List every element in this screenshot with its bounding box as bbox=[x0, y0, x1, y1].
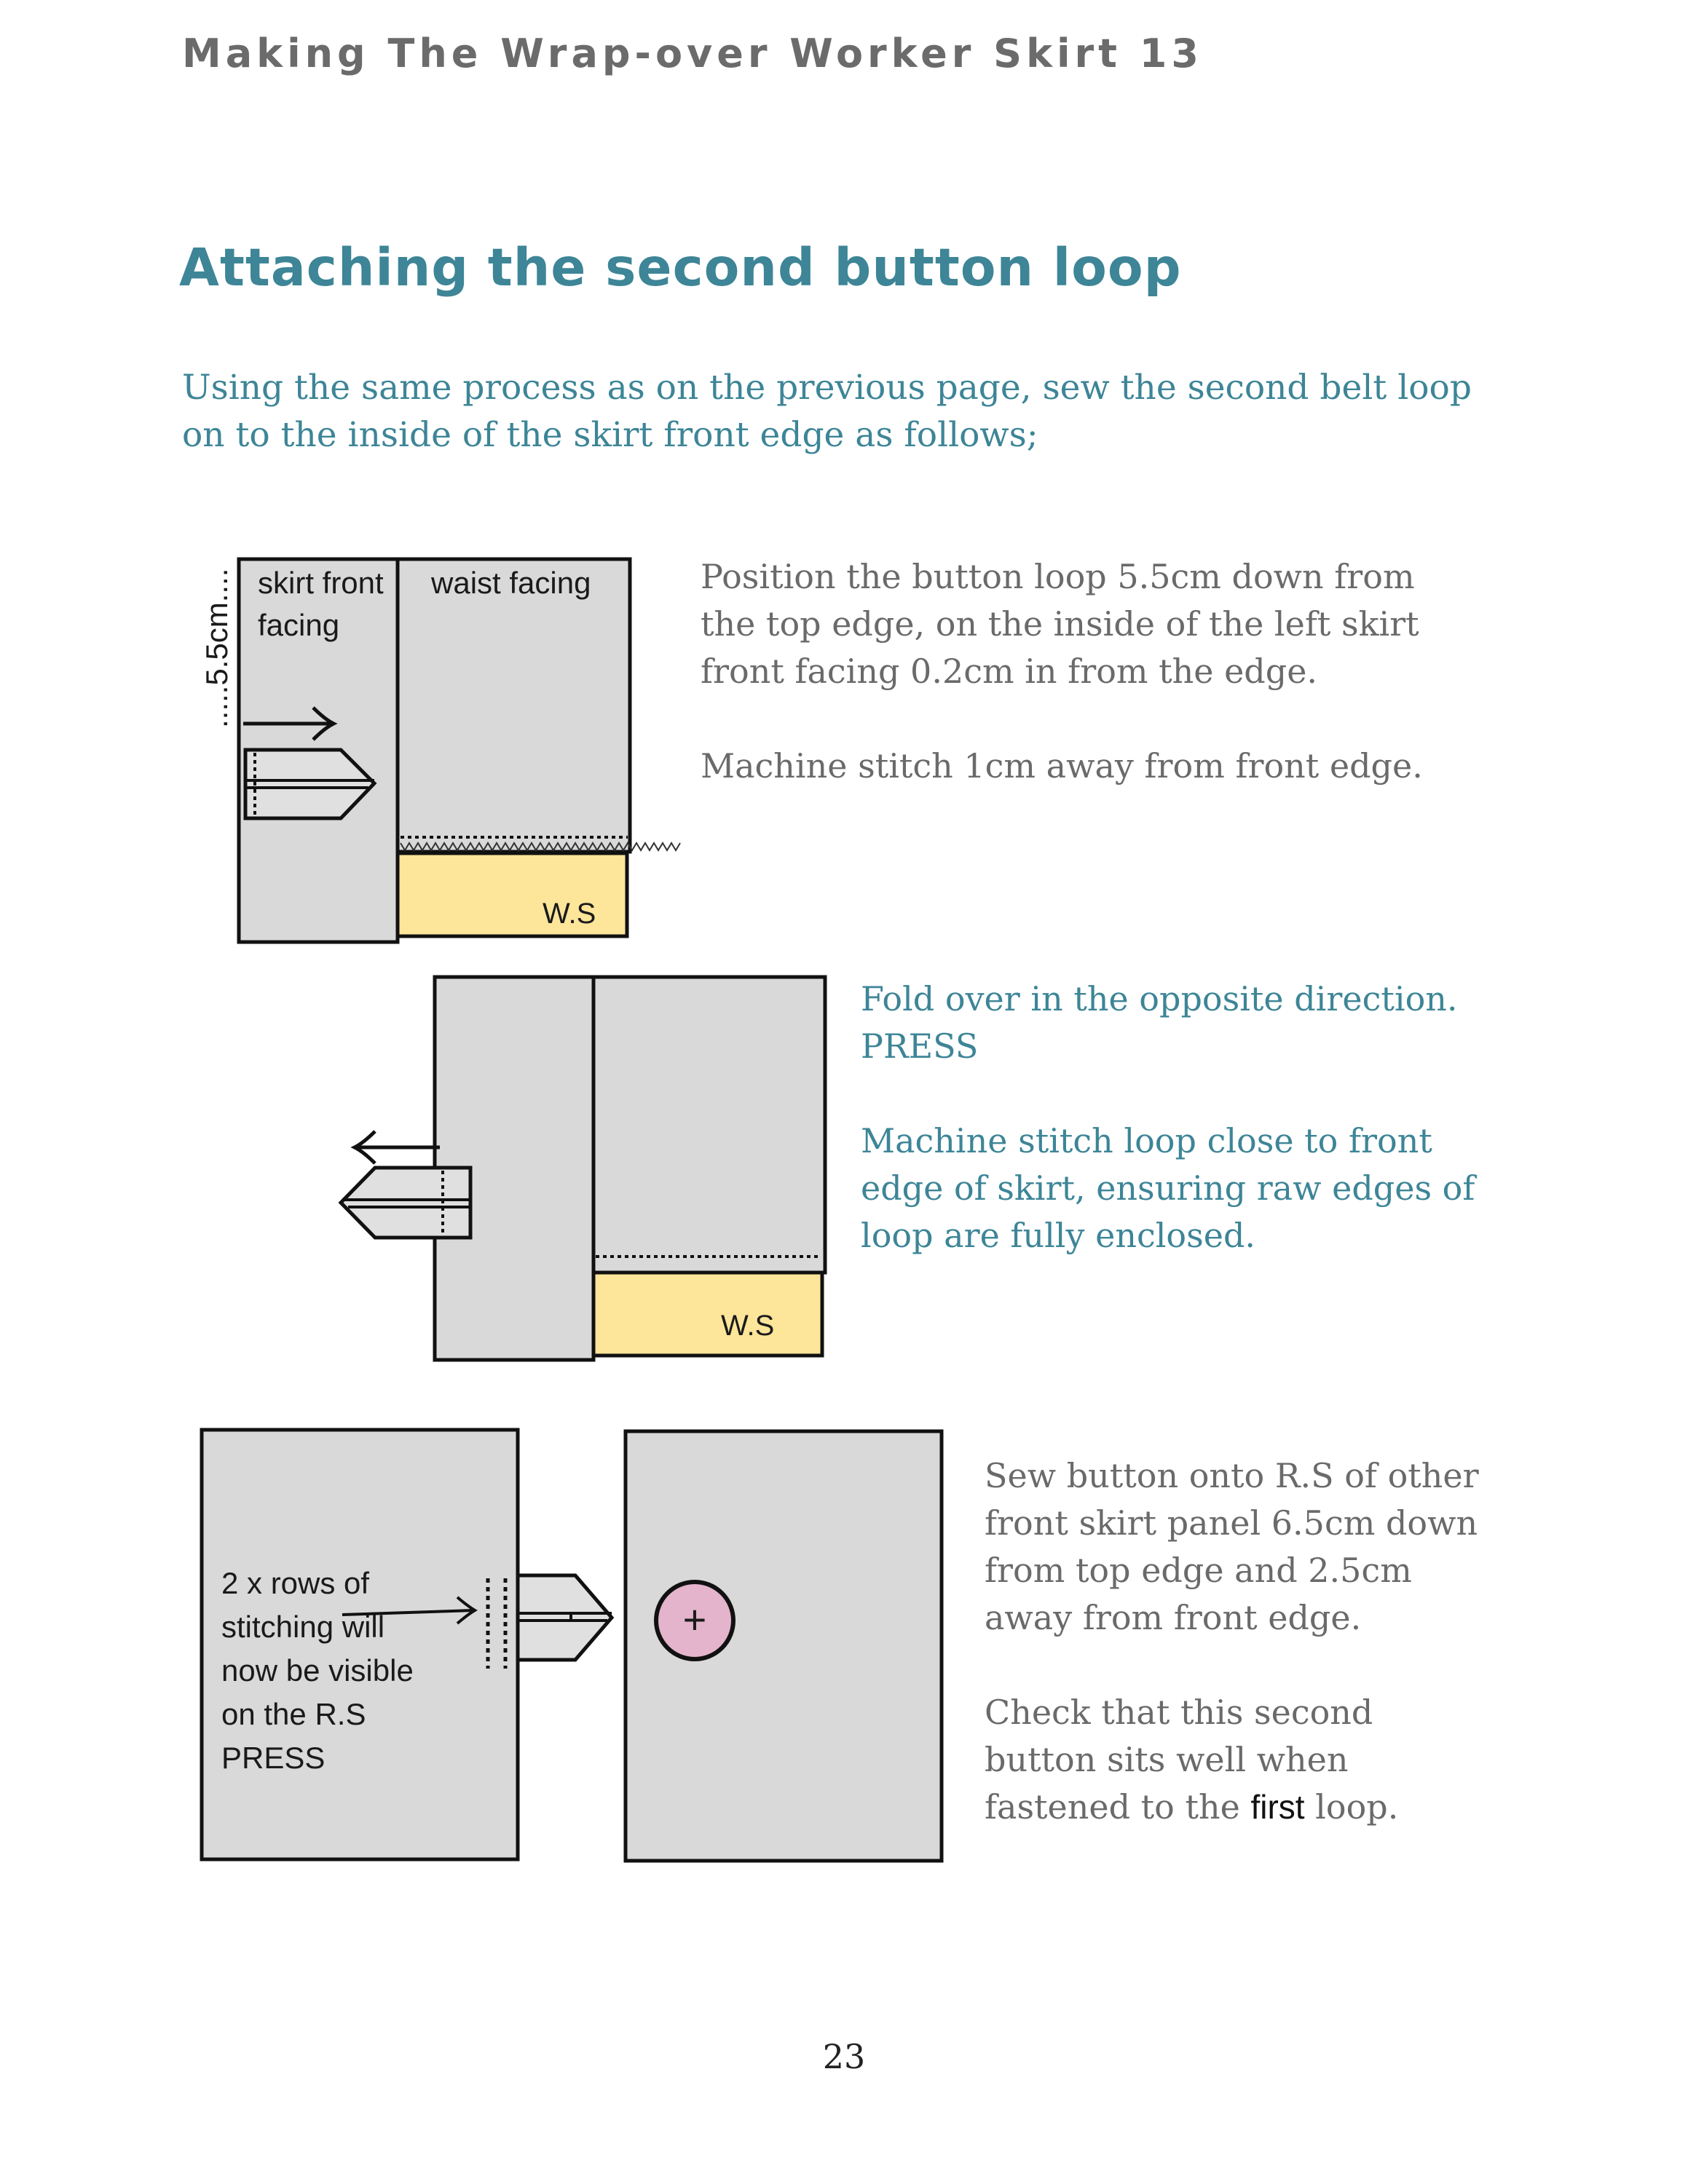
step2-line: PRESS bbox=[861, 1026, 979, 1066]
step3-line: Sew button onto R.S of other bbox=[985, 1456, 1479, 1495]
facing-label-line1: skirt front bbox=[258, 566, 384, 600]
step2-line: edge of skirt, ensuring raw edges of bbox=[861, 1168, 1475, 1208]
step3-line: from top edge and 2.5cm bbox=[985, 1551, 1412, 1590]
last-line-post: loop. bbox=[1304, 1787, 1399, 1827]
intro-line: on to the inside of the skirt front edge as follows; bbox=[182, 415, 1038, 455]
stitch-note-line: on the R.S bbox=[221, 1697, 366, 1731]
section-title: Attaching the second button loop bbox=[179, 237, 1182, 298]
step1-line: Machine stitch 1cm away from front edge. bbox=[701, 746, 1423, 786]
step2-line: loop are fully enclosed. bbox=[861, 1216, 1256, 1255]
emphasis-first: first bbox=[1250, 1788, 1305, 1826]
intro-line: Using the same process as on the previous page, sew the second belt loop bbox=[182, 368, 1472, 408]
facing-label-line2: facing bbox=[258, 608, 340, 642]
step3-line: front skirt panel 6.5cm down bbox=[985, 1503, 1478, 1543]
step2-line: Machine stitch loop close to front bbox=[861, 1121, 1432, 1160]
step1-line: the top edge, on the inside of the left skirt bbox=[701, 604, 1419, 644]
step1-line: Position the button loop 5.5cm down from bbox=[701, 557, 1415, 596]
button-symbol: + bbox=[682, 1597, 707, 1642]
ws-label: W.S bbox=[543, 898, 596, 930]
step1-line: front facing 0.2cm in from the edge. bbox=[701, 652, 1318, 691]
step3-last-line bbox=[985, 1784, 1640, 1831]
stitch-note-line: now be visible bbox=[221, 1653, 414, 1688]
step3-check-line: button sits well when bbox=[985, 1740, 1349, 1779]
stitch-note-line: PRESS bbox=[221, 1741, 326, 1775]
waist-facing-label: waist facing bbox=[431, 566, 591, 600]
ws-label: W.S bbox=[721, 1310, 775, 1342]
step3-text bbox=[985, 1452, 1640, 1831]
running-header: Making The Wrap-over Worker Skirt 13 bbox=[182, 31, 1203, 76]
page-number: 23 bbox=[822, 2037, 866, 2076]
stitch-note-line: 2 x rows of bbox=[221, 1566, 370, 1600]
step3-check-line: Check that this second bbox=[985, 1693, 1373, 1732]
skirt-panel-left bbox=[202, 1430, 518, 1859]
button-loop bbox=[518, 1575, 612, 1660]
measure-label: .....5.5cm.... bbox=[200, 568, 234, 728]
step2-line: Fold over in the opposite direction. bbox=[861, 979, 1458, 1018]
step3-line: away from front edge. bbox=[985, 1598, 1362, 1637]
stitch-note-line: stitching will bbox=[221, 1610, 385, 1644]
last-line-pre: fastened to the bbox=[985, 1787, 1251, 1827]
